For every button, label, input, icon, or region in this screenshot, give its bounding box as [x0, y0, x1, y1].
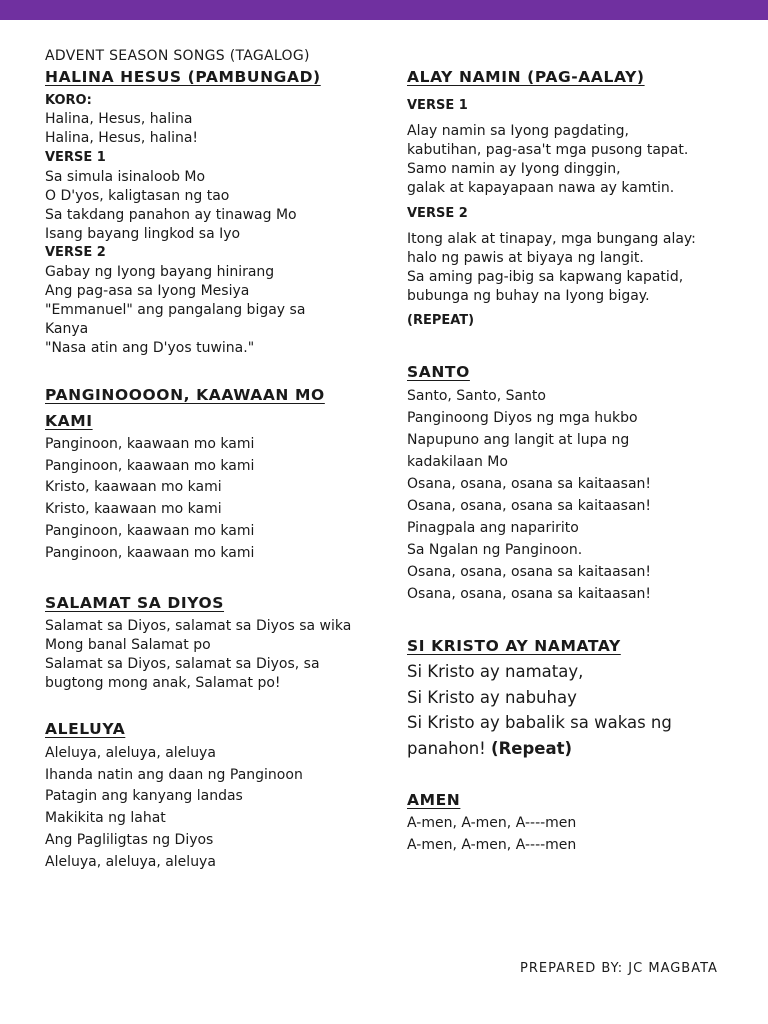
lyric-line: Alay namin sa Iyong pagdating, — [407, 123, 630, 139]
aleluya-lyrics — [45, 743, 303, 873]
lyric-line: Sa takdang panahon ay tinawag Mo — [45, 207, 297, 223]
halina-verse2-label: VERSE 2 — [45, 245, 106, 260]
lyric-line: Si Kristo ay nabuhay — [407, 687, 577, 707]
lyric-line: Ang Pagliligtas ng Diyos — [45, 831, 214, 848]
prepared-by: PREPARED BY: JC MAGBATA — [520, 961, 718, 976]
lyric-line: Kristo, kaawaan mo kami — [45, 501, 222, 518]
kristo-lyrics — [407, 659, 672, 761]
panginoon-title-line1: PANGINOOOON, KAAWAAN MO — [45, 386, 325, 404]
lyric-line: Panginoon, kaawaan mo kami — [45, 457, 255, 474]
document-title: ADVENT SEASON SONGS (TAGALOG) — [45, 48, 310, 64]
lyric-line: Panginoon, kaawaan mo kami — [45, 522, 255, 539]
halina-verse1-label: VERSE 1 — [45, 150, 106, 165]
lyric-line — [407, 736, 672, 762]
amen-lyrics — [407, 813, 576, 856]
lyric-line: Aleluya, aleluya, aleluya — [45, 853, 216, 870]
lyric-line: Mong banal Salamat po — [45, 637, 211, 653]
top-accent-bar — [0, 0, 768, 20]
lyric-line: halo ng pawis at biyaya ng langit. — [407, 250, 644, 266]
lyric-line: Osana, osana, osana sa kaitaasan! — [407, 476, 652, 492]
lyric-line: Kanya — [45, 321, 89, 337]
lyric-line: Aleluya, aleluya, aleluya — [45, 745, 216, 761]
halina-verse1 — [45, 168, 297, 244]
lyric-line: Napupuno ang langit at lupa ng — [407, 432, 630, 448]
alay-repeat-label: (REPEAT) — [407, 313, 475, 328]
lyric-line: Si Kristo ay babalik sa wakas ng — [407, 713, 672, 732]
lyric-line: Makikita ng lahat — [45, 810, 166, 827]
lyric-line: Halina, Hesus, halina! — [45, 130, 199, 146]
kristo-title: SI KRISTO AY NAMATAY — [407, 637, 621, 655]
lyric-line: Sa Ngalan ng Panginoon. — [407, 542, 583, 558]
halina-verse2 — [45, 263, 305, 358]
lyric-line: Sa simula isinaloob Mo — [45, 169, 206, 185]
lyric-line: Gabay ng Iyong bayang hinirang — [45, 264, 275, 280]
lyric-line: Osana, osana, osana sa kaitaasan! — [407, 564, 652, 580]
lyric-line: Osana, osana, osana sa kaitaasan! — [407, 498, 652, 514]
halina-koro-label: KORO: — [45, 93, 92, 108]
santo-title: SANTO — [407, 363, 470, 381]
lyric-text: panahon! — [407, 738, 486, 758]
alay-verse1-label: VERSE 1 — [407, 98, 468, 113]
lyric-line: O D'yos, kaligtasan ng tao — [45, 188, 230, 204]
lyric-line: "Emmanuel" ang pangalang bigay sa — [45, 302, 306, 318]
aleluya-title: ALELUYA — [45, 720, 126, 738]
lyric-line: Panginoong Diyos ng mga hukbo — [407, 410, 638, 426]
alay-title: ALAY NAMIN (PAG-AALAY) — [407, 68, 645, 86]
lyric-line: Isang bayang lingkod sa Iyo — [45, 226, 241, 242]
lyric-line: A-men, A-men, A----men — [407, 815, 577, 831]
lyric-line: Panginoon, kaawaan mo kami — [45, 544, 255, 561]
lyric-line: kabutihan, pag-asa't mga pusong tapat. — [407, 142, 689, 158]
lyric-line: Halina, Hesus, halina — [45, 111, 193, 127]
lyric-line: galak at kapayapaan nawa ay kamtin. — [407, 180, 675, 196]
lyric-line: Patagin ang kanyang landas — [45, 788, 243, 805]
lyric-line: bugtong mong anak, Salamat po! — [45, 675, 281, 691]
amen-title: AMEN — [407, 791, 461, 809]
panginoon-title-line2: KAMI — [45, 412, 93, 430]
lyric-line: Itong alak at tinapay, mga bungang alay: — [407, 231, 696, 247]
lyric-line: Santo, Santo, Santo — [407, 388, 546, 404]
lyric-line: bubunga ng buhay na Iyong bigay. — [407, 288, 650, 304]
alay-verse2-label: VERSE 2 — [407, 206, 468, 221]
lyric-line: Sa aming pag-ibig sa kapwang kapatid, — [407, 269, 684, 285]
alay-verse1 — [407, 122, 688, 198]
lyric-line: A-men, A-men, A----men — [407, 836, 577, 853]
lyric-line: Salamat sa Diyos, salamat sa Diyos, sa — [45, 656, 320, 672]
lyric-line: Si Kristo ay namatay, — [407, 662, 584, 681]
lyric-line: Ang pag-asa sa Iyong Mesiya — [45, 283, 250, 299]
halina-title: HALINA HESUS (PAMBUNGAD) — [45, 68, 321, 86]
panginoon-lyrics — [45, 434, 254, 564]
lyric-line: "Nasa atin ang D'yos tuwina." — [45, 340, 255, 356]
halina-koro — [45, 110, 198, 148]
kristo-repeat-label: (Repeat) — [491, 738, 573, 758]
alay-verse2 — [407, 230, 696, 306]
lyric-line: Panginoon, kaawaan mo kami — [45, 436, 255, 452]
lyric-line: Samo namin ay Iyong dinggin, — [407, 161, 621, 177]
salamat-lyrics — [45, 617, 351, 693]
lyric-line: kadakilaan Mo — [407, 454, 508, 470]
santo-lyrics — [407, 385, 651, 605]
lyric-line: Pinagpala ang naparirito — [407, 520, 579, 536]
lyric-line: Salamat sa Diyos, salamat sa Diyos sa wika — [45, 618, 352, 634]
lyric-line: Osana, osana, osana sa kaitaasan! — [407, 586, 652, 602]
lyric-line: Ihanda natin ang daan ng Panginoon — [45, 766, 303, 783]
salamat-title: SALAMAT SA DIYOS — [45, 594, 225, 612]
lyric-line: Kristo, kaawaan mo kami — [45, 479, 222, 496]
